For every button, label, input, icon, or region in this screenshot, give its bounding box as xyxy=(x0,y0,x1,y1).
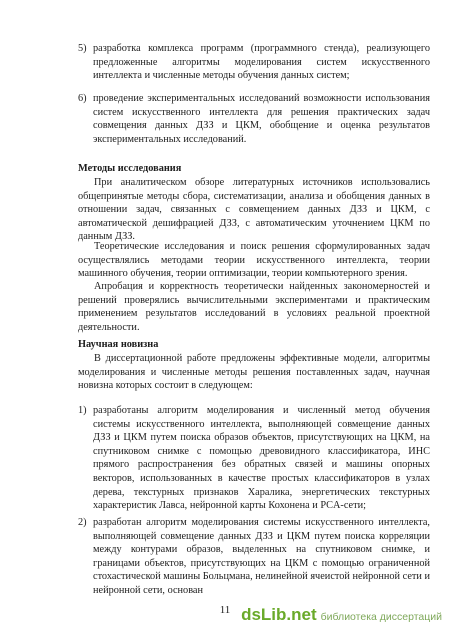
page-number: 11 xyxy=(219,604,231,616)
list-item-text: разработка комплекса программ (программного стенда), реализующего предложенные алгоритмы моделирования систем искусственного интеллекта и численные методы обучения данных систем; xyxy=(93,43,430,82)
methods-paragraph: Теоретические исследования и поиск решения сформулированных задач осуществлялись методами теории искусственного интеллекта, теории машинного обучения, теории оптимизации, теории компьютерного зрения. xyxy=(78,241,430,280)
list-item-text: проведение экспериментальных исследований возможности использования систем искусственного интеллекта для решения практических задач совмещения данных ДЗЗ и ЦКМ, обобщение и оценка результатов экспериментальных исследований. xyxy=(93,93,430,145)
watermark-logo: dsLib.net xyxy=(241,605,317,624)
novelty-intro: В диссертационной работе предложены эффективные модели, алгоритмы моделирования и численные методы решения поставленных задач, научная новизна которых состоит в следующем: xyxy=(78,353,430,392)
list-number: 5) xyxy=(78,43,87,54)
methods-paragraph: При аналитическом обзоре литературных источников использовались общепринятые методы сбора, систематизации, анализа и обобщения данных в отношении задач, связанных с совмещением данных ДЗЗ и ЦКМ, с автоматической дешифрацией ДЗЗ, с автоматическим уточнением ЦКМ по данным ДЗЗ. xyxy=(78,177,430,243)
methods-paragraph: Апробация и корректность теоретически найденных закономерностей и решений проверялись вычислительными экспериментами и практическим применением результатов исследований в условиях реальной проектной деятельности. xyxy=(78,281,430,333)
list-number: 6) xyxy=(78,93,87,104)
list-number: 2) xyxy=(78,517,87,528)
list-item-text: разработан алгоритм моделирования системы искусственного интеллекта, выполняющей совмещение данных ДЗЗ и ЦКМ путем поиска корреляции между контурами образов, выделенных на спутниковом снимке, и границами объектов, присутствующих на ЦКМ с помощью ограниченной стохастической машины Больцмана, нелинейной ячеистой нейронной сети и нейронной сети, основан xyxy=(93,517,430,596)
section-heading-methods: Методы исследования xyxy=(78,163,182,174)
watermark-tagline: библиотека диссертаций xyxy=(320,611,442,623)
section-heading-novelty: Научная новизна xyxy=(78,339,159,350)
list-number: 1) xyxy=(78,405,87,416)
watermark xyxy=(241,606,442,624)
list-item-text: разработаны алгоритм моделирования и численный метод обучения системы искусственного интеллекта, выполняющей совмещение данных ДЗЗ и ЦКМ путем поиска образов объектов, присутствующих на ЦКМ, на спутниковом снимке с помощью древовидного классификатора, ИНС прямого распространения без обратных связей и машины опорных векторов, использованных в качестве простых классификаторов в узлах дерева, текстурных признаков Харалика, энергетических текстурных характеристик Лавса, нейронной карты Кохонена и PCA-сети; xyxy=(93,405,430,512)
